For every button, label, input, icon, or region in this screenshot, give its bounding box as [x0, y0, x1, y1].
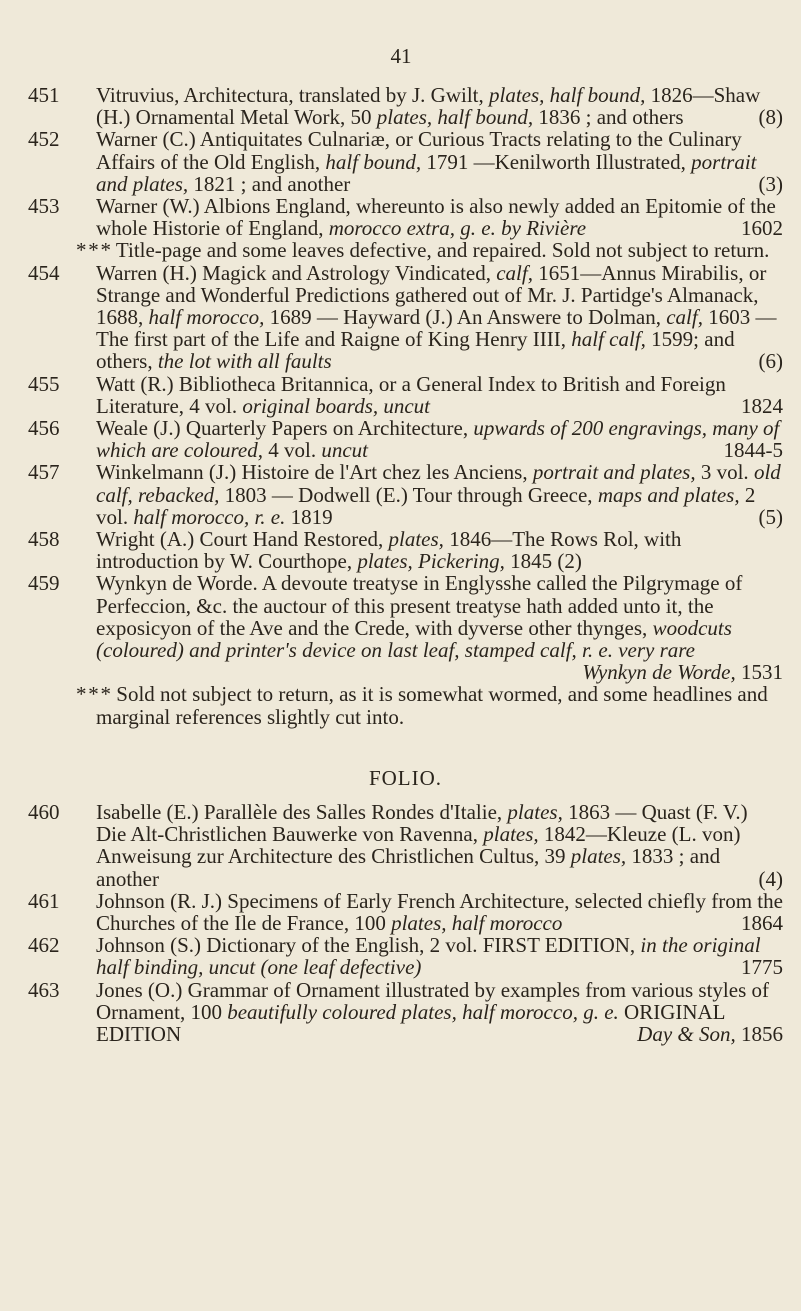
lot-text: 1599; and others, — [96, 327, 735, 374]
lot-text: Watt (R.) Bibliotheca Britannica, or a General Index to British and Foreign Literature, 4 vol. — [96, 371, 726, 418]
lot-text-italic: morocco extra, g. e. by Rivière — [328, 216, 587, 241]
lot-text-italic: uncut — [321, 438, 368, 463]
lot-publisher: Day & Son, — [637, 1021, 736, 1046]
lot-text: Johnson (S.) Dictionary of the English, 2 vol. FIRST EDITION, — [96, 933, 641, 958]
lot-text-italic: plates, — [507, 799, 563, 824]
lot-date: 1602 — [741, 216, 783, 241]
lot-text: Wright (A.) Court Hand Restored, — [96, 527, 389, 552]
lot-text-italic: plates, Pickering, — [357, 549, 505, 574]
lot-text: Warner (C.) Antiquitates Culnariæ, or Curious Tracts relating to the Culinary Affairs of the Old English, — [96, 127, 742, 174]
lot-text-italic: half bound, — [325, 149, 422, 174]
lot-453 — [28, 195, 783, 239]
lot-number: 461 — [28, 888, 60, 913]
lot-number: 462 — [28, 933, 60, 958]
lot-text: ORIGINAL EDITION — [96, 999, 725, 1046]
lot-text-italic: old calf, rebacked, — [96, 460, 781, 507]
lot-text: 3 vol. — [695, 460, 754, 485]
lot-text: 1833 ; and another — [96, 844, 721, 891]
lot-text-italic: plates, half morocco — [391, 910, 563, 935]
lot-count: (6) — [758, 349, 783, 374]
lot-452 — [28, 128, 783, 195]
lot-text: 1845 — [504, 549, 553, 574]
lot-number: 459 — [28, 571, 60, 596]
lot-text: Wynkyn de Worde. A devoute treatyse in Englysshe called the Pilgrymage of Perfeccion, &c. the auctour of this present treatyse hath added unto it, the exposicyon of the Ave and the Crede, with dyverse other thynges, — [96, 571, 743, 640]
lot-text: 1821 ; and another — [188, 171, 351, 196]
lot-number: 463 — [28, 977, 60, 1002]
lot-text: 2 vol. — [96, 482, 756, 529]
lot-text-italic: beautifully coloured plates, half morocco, g. e. — [227, 999, 619, 1024]
lot-text: 1836 ; and others — [533, 105, 684, 130]
lot-number: 454 — [28, 260, 60, 285]
lot-text: 1603 — The first part of the Life and Raigne of King Henry IIII, — [96, 305, 777, 352]
lot-text-italic: half calf, — [571, 327, 646, 352]
lot-458 — [28, 528, 783, 572]
lot-459 — [28, 572, 783, 683]
lot-text: Johnson (R. J.) Specimens of Early French Architecture, selected chiefly from the Churches of the Ile de France, 100 — [96, 888, 783, 935]
asterism: * * * — [76, 238, 112, 263]
lot-text: 1651—Annus Mirabilis, or Strange and Wonderful Predictions gathered out of Mr. J. Partidge's Almanack, 1688, — [96, 260, 767, 330]
lot-text: 1819 — [285, 504, 333, 529]
lot-457 — [28, 461, 783, 528]
lot-date: 1531 — [735, 660, 783, 685]
lot-imprint — [582, 661, 783, 683]
lot-text-italic: original boards, uncut — [242, 393, 431, 418]
lot-text: Jones (O.) Grammar of Ornament illustrated by examples from various styles of Ornament, 100 — [96, 977, 769, 1024]
lot-printer: Wynkyn de Worde, — [582, 660, 736, 685]
lot-text: Vitruvius, Architectura, translated by J. Gwilt, — [96, 83, 489, 107]
lot-462 — [28, 934, 783, 978]
lot-date: 1856 — [735, 1021, 783, 1046]
asterism: * * * — [76, 682, 112, 707]
lot-number: 458 — [28, 527, 60, 552]
lot-460 — [28, 801, 783, 890]
section-heading: FOLIO. — [368, 765, 443, 790]
lot-text: 1826—Shaw (H.) Ornamental Metal Work, 50 — [96, 83, 761, 130]
note-text: Sold not subject to return, as it is somewhat wormed, and some headlines and marginal references slightly cut into. — [96, 682, 768, 729]
lot-number: 456 — [28, 416, 60, 441]
lot-number: 451 — [28, 83, 60, 107]
lot-text-italic: half morocco, r. e. — [133, 504, 286, 529]
lot-463 — [28, 979, 783, 1046]
catalogue-entries — [28, 84, 783, 1045]
lot-text: 1689 — Hayward (J.) An Answere to Dolman, — [264, 305, 667, 330]
note-453 — [28, 239, 783, 261]
lot-date: 1844-5 — [723, 438, 783, 463]
lot-date: 1824 — [741, 393, 783, 418]
lot-text: Isabelle (E.) Parallèle des Salles Rondes d'Italie, — [96, 799, 508, 824]
lot-text-italic: half morocco, — [148, 305, 265, 330]
lot-text-italic: maps and plates, — [597, 482, 740, 507]
page-number: 41 — [390, 44, 412, 68]
lot-text-italic: upwards of 200 engravings, many of which are coloured, — [96, 416, 780, 463]
lot-456 — [28, 417, 783, 461]
lot-text: Winkelmann (J.) Histoire de l'Art chez les Anciens, — [96, 460, 533, 485]
lot-text: 1803 — Dodwell (E.) Tour through Greece, — [219, 482, 598, 507]
lot-count: (8) — [758, 105, 783, 130]
lot-number: 457 — [28, 460, 60, 485]
lot-454 — [28, 262, 783, 373]
lot-text-italic: plates, — [483, 822, 539, 847]
lot-text: Warren (H.) Magick and Astrology Vindicated, — [96, 260, 497, 285]
lot-text: Weale (J.) Quarterly Papers on Architecture, — [96, 416, 474, 441]
note-459 — [28, 683, 783, 727]
lot-count: (5) — [758, 504, 783, 529]
lot-number: 460 — [28, 799, 60, 824]
lot-text-italic: calf, — [666, 305, 703, 330]
lot-number: 452 — [28, 127, 60, 152]
lot-text-italic: the lot with all faults — [157, 349, 332, 374]
lot-count: (3) — [758, 171, 783, 196]
lot-text-italic: plates, half bound, — [376, 105, 534, 130]
note-text: Title-page and some leaves defective, and repaired. Sold not subject to return. — [115, 238, 770, 263]
lot-text-italic: in the original half binding, uncut (one leaf defective) — [96, 933, 761, 980]
lot-text-italic: plates, — [388, 527, 444, 552]
lot-451 — [28, 84, 783, 128]
lot-count: (4) — [758, 866, 783, 891]
lot-text-italic: calf, — [496, 260, 533, 285]
lot-text-italic: portrait and plates, — [532, 460, 696, 485]
lot-date: 1864 — [741, 910, 783, 935]
lot-text: Warner (W.) Albions England, whereunto is also newly added an Epitomie of the whole Historie of England, — [96, 194, 776, 241]
lot-number: 455 — [28, 371, 60, 396]
lot-text: 4 vol. — [263, 438, 322, 463]
lot-text-italic: plates, — [570, 844, 627, 869]
lot-455 — [28, 373, 783, 417]
lot-count: (2) — [557, 549, 582, 574]
lot-number: 453 — [28, 194, 60, 219]
lot-text-italic: woodcuts (coloured) and printer's device on last leaf, stamped calf, r. e. very rare — [96, 615, 732, 663]
lot-text: 1791 —Kenilworth Illustrated, — [421, 149, 692, 174]
lot-text-italic: plates, half bound, — [489, 83, 646, 107]
lot-date: 1775 — [741, 955, 783, 980]
lot-text: 1863 — Quast (F. V.) Die Alt-Christlichen Bauwerke von Ravenna, — [96, 799, 748, 847]
lot-text: 1842—Kleuze (L. von) Anweisung zur Architecture des Christlichen Cultus, 39 — [96, 822, 741, 869]
lot-text-italic: portrait and plates, — [96, 149, 757, 196]
lot-text: 1846—The Rows Rol, with introduction by W. Courthope, — [96, 527, 682, 574]
lot-imprint — [637, 1023, 783, 1045]
lot-461 — [28, 890, 783, 934]
